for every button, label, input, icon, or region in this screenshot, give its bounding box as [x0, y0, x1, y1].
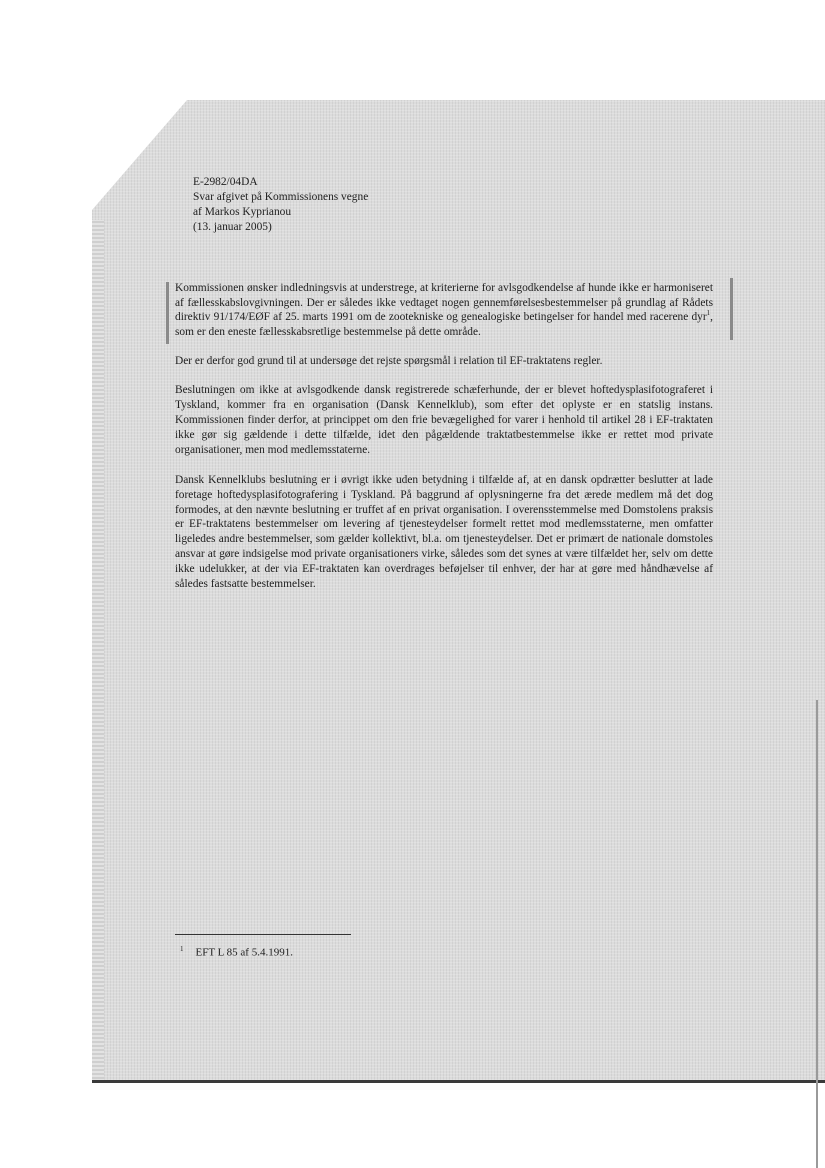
paragraph-4: Dansk Kennelklubs beslutning er i øvrigt ikke uden betydning i tilfælde af, at en dansk opdrætter beslutter at lade foretage hoftedysplasifotografering i Tyskland. På baggrund af oplysningerne fra det ærede medlem må det dog formodes, at den nævnte beslutning er truffet af en privat organisation. I overensstemmelse med Domstolens praksis er EF-traktatens bestemmelser om levering af tjenesteydelser formelt rettet mod medlemsstaterne, men omfatter ligeledes andre bestemmelser, som gælder kollektivt, bl.a. om tjenesteydelser. Det er primært de nationale domstoles ansvar at gøre indsigelse mod private organisationers virke, således som det synes at være tilfældet her, selv om dette ikke udelukker, at der via EF-traktaten kan overdrages beføjelser til enhver, der har at gøre med håndhævelse af således fastsatte bestemmelser.	[175, 473, 713, 591]
footnote-text: EFT L 85 af 5.4.1991.	[195, 946, 293, 959]
folded-corner	[92, 100, 187, 210]
footnote	[180, 942, 293, 960]
answer-date: (13. januar 2005)	[193, 220, 272, 233]
paragraph-1	[175, 281, 713, 341]
footnote-separator	[175, 934, 351, 935]
document-header	[193, 175, 713, 235]
footnote-reference: 1	[706, 309, 711, 318]
footnote-number: 1	[180, 945, 184, 953]
margin-mark-right	[730, 278, 733, 340]
page-right-edge	[816, 700, 818, 1168]
paragraph-2: Der er derfor god grund til at undersøge det rejste spørgsmål i relation til EF-traktatens regler.	[175, 355, 603, 368]
scan-edge-strip	[92, 220, 104, 1083]
reference-number: E-2982/04DA	[193, 176, 258, 188]
paragraph-1-end: , som er den eneste fællesskabsretlige bestemmelse på dette område.	[175, 311, 713, 339]
page-bottom-rule	[92, 1080, 825, 1083]
document-body	[175, 175, 713, 592]
margin-mark-left	[166, 282, 169, 344]
paragraph-1-text: Kommissionen ønsker indledningsvis at understrege, at kriterierne for avlsgodkendelse af hunde ikke er harmoniseret af fællesskabslovgivningen. Der er således ikke vedtaget nogen gennemførelsesbestemmelser på grundlag af Rådets direktiv 91/174/EØF af 25. marts 1991 om de zootekniske og genealogiske betingelser for handel med racerene dyr	[175, 281, 713, 324]
author-line: af Markos Kyprianou	[193, 205, 292, 218]
paragraph-3: Beslutningen om ikke at avlsgodkende dansk registrerede schæferhunde, der er blevet hoftedysplasifotograferet i Tyskland, kommer fra en organisation (Dansk Kennelklub), som efter det oplyste er en statslig instans. Kommissionen finder derfor, at princippet om den frie bevægelighed for varer i henhold til artikel 28 i EF-traktaten ikke gør sig gældende i dette tilfælde, idet den pågældende traktatbestemmelse ikke er rettet mod private organisationer, men mod medlemsstaterne.	[175, 384, 713, 456]
answer-line: Svar afgivet på Kommissionens vegne	[193, 190, 369, 203]
